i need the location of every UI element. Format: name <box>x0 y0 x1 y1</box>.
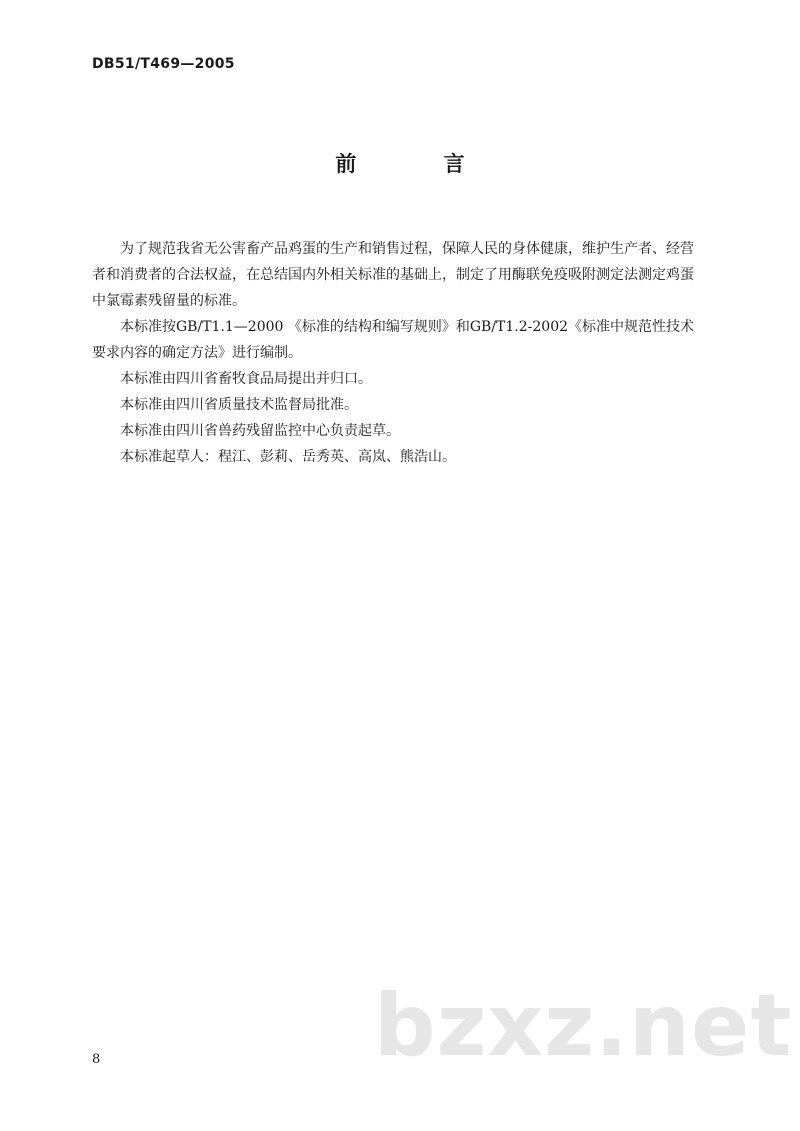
document-code: DB51/T469—2005 <box>92 56 235 72</box>
paragraph: 本标准按GB/T1.1—2000 《标准的结构和编写规则》和GB/T1.2-2002《标准中规范性技术要求内容的确定方法》进行编制。 <box>92 319 695 361</box>
page-number: 8 <box>92 1052 101 1067</box>
section-title: 前 言 <box>335 152 505 176</box>
paragraph: 本标准起草人：程江、彭莉、岳秀英、高岚、熊浩山。 <box>120 449 456 465</box>
watermark: bzxz.net <box>374 976 793 1076</box>
paragraph: 本标准由四川省质量技术监督局批准。 <box>120 397 358 413</box>
body-text <box>92 236 702 470</box>
paragraph: 为了规范我省无公害畜产品鸡蛋的生产和销售过程，保障人民的身体健康，维护生产者、经营者和消费者的合法权益，在总结国内外相关标准的基础上，制定了用酶联免疫吸附测定法测定鸡蛋中氯霉素残留量的标准。 <box>92 241 694 309</box>
paragraph: 本标准由四川省畜牧食品局提出并归口。 <box>120 371 372 387</box>
paragraph: 本标准由四川省兽药残留监控中心负责起草。 <box>120 423 400 439</box>
